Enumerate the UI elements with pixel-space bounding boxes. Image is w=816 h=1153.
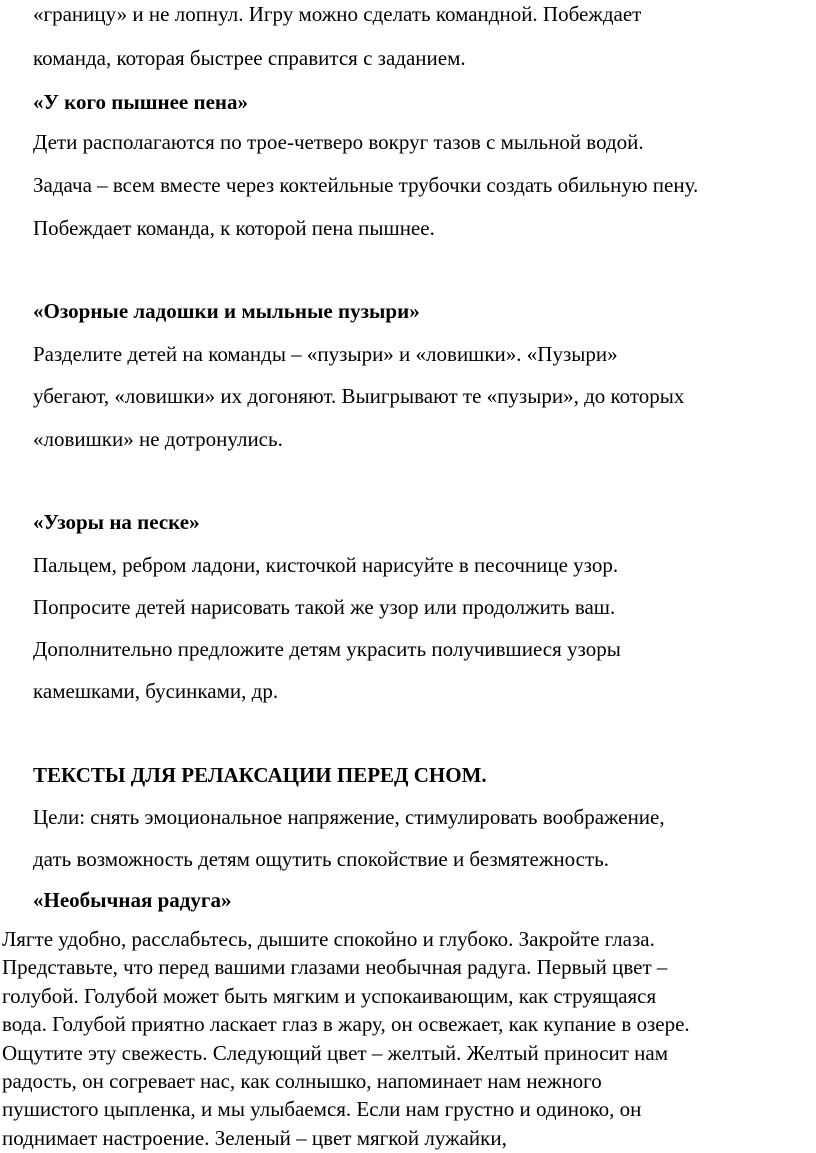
paragraph-line: Задача – всем вместе через коктейльные трубочки создать обильную пену. bbox=[33, 173, 699, 197]
paragraph-line: голубой. Голубой может быть мягким и успокаивающим, как струящаяся bbox=[2, 983, 657, 1008]
section-heading-bubbles: «Озорные ладошки и мыльные пузыри» bbox=[33, 299, 420, 323]
paragraph-line: «границу» и не лопнул. Игру можно сделать командной. Побеждает bbox=[33, 2, 642, 26]
paragraph-line: Пальцем, ребром ладони, кисточкой нарисуйте в песочнице узор. bbox=[33, 553, 619, 577]
section-heading-foam: «У кого пышнее пена» bbox=[33, 90, 248, 114]
paragraph-line: дать возможность детям ощутить спокойствие и безмятежность. bbox=[33, 847, 609, 871]
paragraph-line: Ощутите эту свежесть. Следующий цвет – желтый. Желтый приносит нам bbox=[2, 1040, 669, 1065]
paragraph-line: поднимает настроение. Зеленый – цвет мягкой лужайки, bbox=[2, 1125, 507, 1150]
paragraph-line: Разделите детей на команды – «пузыри» и «ловишки». «Пузыри» bbox=[33, 342, 618, 366]
paragraph-line: команда, которая быстрее справится с заданием. bbox=[33, 46, 466, 70]
paragraph-line: Побеждает команда, к которой пена пышнее. bbox=[33, 216, 435, 240]
paragraph-line: радость, он согревает нас, как солнышко, напоминает нам нежного bbox=[2, 1069, 602, 1094]
paragraph-line: Попросите детей нарисовать такой же узор или продолжить ваш. bbox=[33, 595, 616, 619]
paragraph-line: камешками, бусинками, др. bbox=[33, 679, 279, 703]
paragraph-line: «ловишки» не дотронулись. bbox=[33, 427, 283, 451]
paragraph-line: Дополнительно предложите детям украсить получившиеся узоры bbox=[33, 637, 621, 661]
paragraph-line: вода. Голубой приятно ласкает глаз в жару, он освежает, как купание в озере. bbox=[2, 1012, 690, 1037]
paragraph-line: пушистого цыпленка, и мы улыбаемся. Если нам грустно и одиноко, он bbox=[2, 1097, 642, 1122]
paragraph-line: убегают, «ловишки» их догоняют. Выигрывают те «пузыри», до которых bbox=[33, 384, 685, 408]
relaxation-text-block bbox=[2, 925, 814, 1152]
section-heading-sand: «Узоры на песке» bbox=[33, 510, 200, 534]
paragraph-line: Лягте удобно, расслабьтесь, дышите спокойно и глубоко. Закройте глаза. bbox=[2, 927, 655, 951]
paragraph-line: Дети располагаются по трое-четверо вокруг тазов с мыльной водой. bbox=[33, 130, 644, 154]
section-heading-relaxation: ТЕКСТЫ ДЛЯ РЕЛАКСАЦИИ ПЕРЕД СНОМ. bbox=[33, 763, 487, 787]
paragraph-line: Представьте, что перед вашими глазами необычная радуга. Первый цвет – bbox=[2, 955, 668, 980]
section-heading-rainbow: «Необычная радуга» bbox=[33, 888, 232, 912]
paragraph-line: Цели: снять эмоциональное напряжение, стимулировать воображение, bbox=[33, 805, 665, 829]
